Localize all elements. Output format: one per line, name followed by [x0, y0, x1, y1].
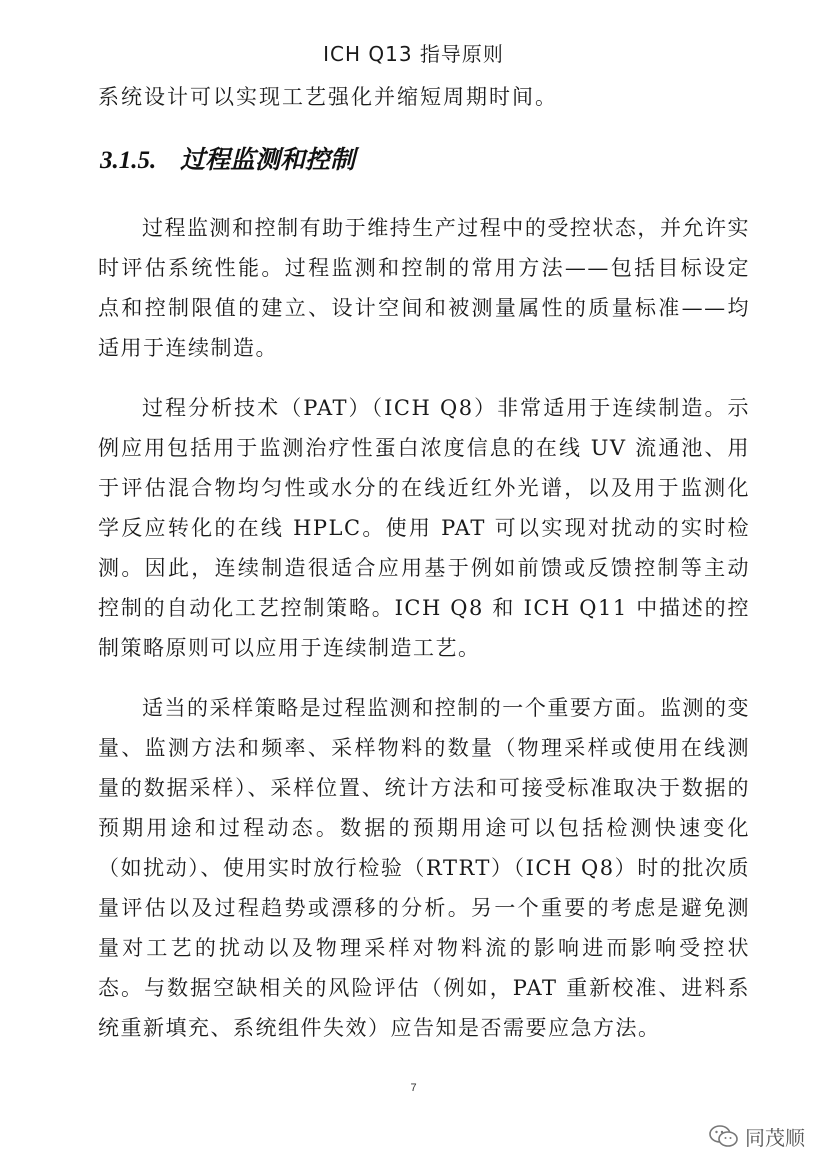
carryover-line: 系统设计可以实现工艺强化并缩短周期时间。 [98, 85, 558, 109]
section-heading [100, 140, 355, 176]
body-text [98, 208, 750, 1068]
section-title: 过程监测和控制 [180, 147, 356, 174]
watermark [709, 1122, 805, 1151]
section-number: 3.1.5. [100, 147, 157, 174]
paragraph-1: 过程监测和控制有助于维持生产过程中的受控状态，并允许实时评估系统性能。过程监测和控制的常用方法——包括目标设定点和控制限值的建立、设计空间和被测量属性的质量标准——均适用于连续制造。 [98, 216, 750, 360]
page-header: ICH Q13 指导原则 [323, 42, 504, 66]
paragraph-3: 适当的采样策略是过程监测和控制的一个重要方面。监测的变量、监测方法和频率、采样物料的数量（物理采样或使用在线测量的数据采样）、采样位置、统计方法和可接受标准取决于数据的预期用途和过程动态。数据的预期用途可以包括检测快速变化（如扰动）、使用实时放行检验（RTRT）（ICH Q8）时的批次质量评估以及过程趋势或漂移的分析。另一个重要的考虑是避免测量对工艺的扰动以及物理采样对物料流的影响进而影响受控状态。与数据空缺相关的风险评估（例如，PAT 重新校准、进料系统重新填充、系统组件失效）应告知是否需要应急方法。 [98, 696, 750, 1040]
wechat-icon [709, 1124, 739, 1150]
watermark-text: 同茂顺 [745, 1126, 805, 1150]
page-number: 7 [410, 1082, 417, 1094]
paragraph-2: 过程分析技术（PAT）（ICH Q8）非常适用于连续制造。示例应用包括用于监测治疗性蛋白浓度信息的在线 UV 流通池、用于评估混合物均匀性或水分的在线近红外光谱，以及用于监测化学反应转化的在线 HPLC。使用 PAT 可以实现对扰动的实时检测。因此，连续制造很适合应用基于例如前馈或反馈控制等主动控制的自动化工艺控制策略。ICH Q8 和 ICH Q11 中描述的控制策略原则可以应用于连续制造工艺。 [98, 396, 750, 660]
